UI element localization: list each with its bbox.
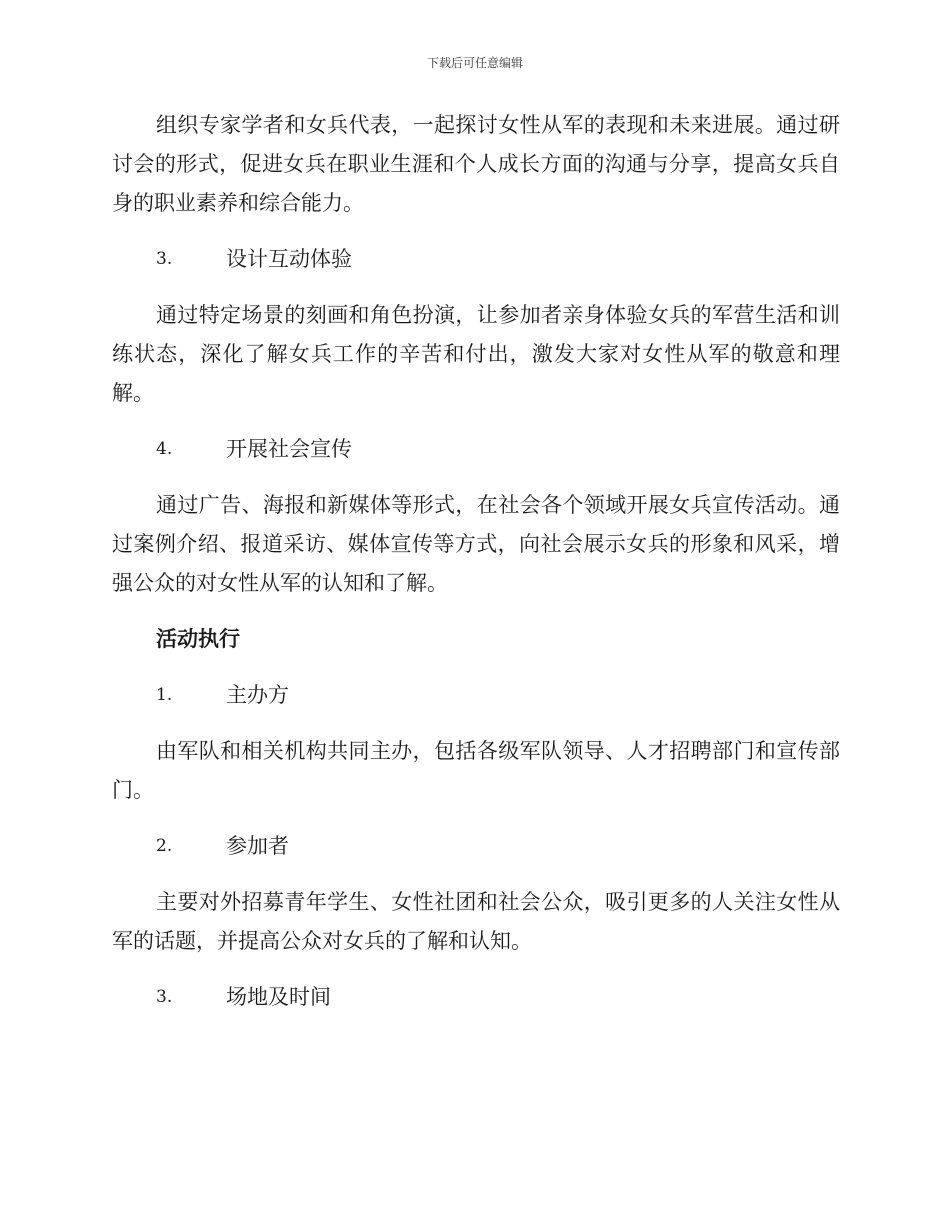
paragraph-participants: 主要对外招募青年学生、女性社团和社会公众，吸引更多的人关注女性从军的话题，并提高公众对女兵的了解和认知。 [112, 890, 840, 953]
list-label: 设计互动体验 [226, 247, 352, 271]
list-item-social-promotion [112, 430, 840, 469]
list-number: 3. [156, 987, 173, 1007]
list-label: 开展社会宣传 [226, 437, 352, 461]
list-label: 场地及时间 [226, 985, 331, 1009]
list-number: 2. [156, 836, 173, 856]
section-heading: 活动执行 [156, 627, 240, 651]
list-item-venue-time [112, 978, 840, 1017]
list-item-participants [112, 827, 840, 866]
page-header: 下载后可任意编辑 [426, 56, 523, 70]
document-body [112, 106, 840, 1034]
list-label: 主办方 [226, 683, 289, 707]
paragraph-promotion: 通过广告、海报和新媒体等形式，在社会各个领域开展女兵宣传活动。通过案例介绍、报道采访、媒体宣传等方式，向社会展示女兵的形象和风采，增强公众的对女性从军的认知和了解。 [112, 493, 840, 595]
list-label: 参加者 [226, 834, 289, 858]
paragraph-organizer: 由军队和相关机构共同主办，包括各级军队领导、人才招聘部门和宣传部门。 [112, 739, 840, 802]
list-item-organizer [112, 676, 840, 715]
list-number: 1. [156, 685, 173, 705]
list-number: 3. [156, 249, 173, 269]
list-item-interactive-experience [112, 240, 840, 279]
paragraph-experience: 通过特定场景的刻画和角色扮演，让参加者亲身体验女兵的军营生活和训练状态，深化了解女兵工作的辛苦和付出，激发大家对女性从军的敬意和理解。 [112, 303, 840, 405]
paragraph-seminar: 组织专家学者和女兵代表，一起探讨女性从军的表现和未来进展。通过研讨会的形式，促进女兵在职业生涯和个人成长方面的沟通与分享，提高女兵自身的职业素养和综合能力。 [112, 113, 840, 215]
list-number: 4. [156, 439, 173, 459]
